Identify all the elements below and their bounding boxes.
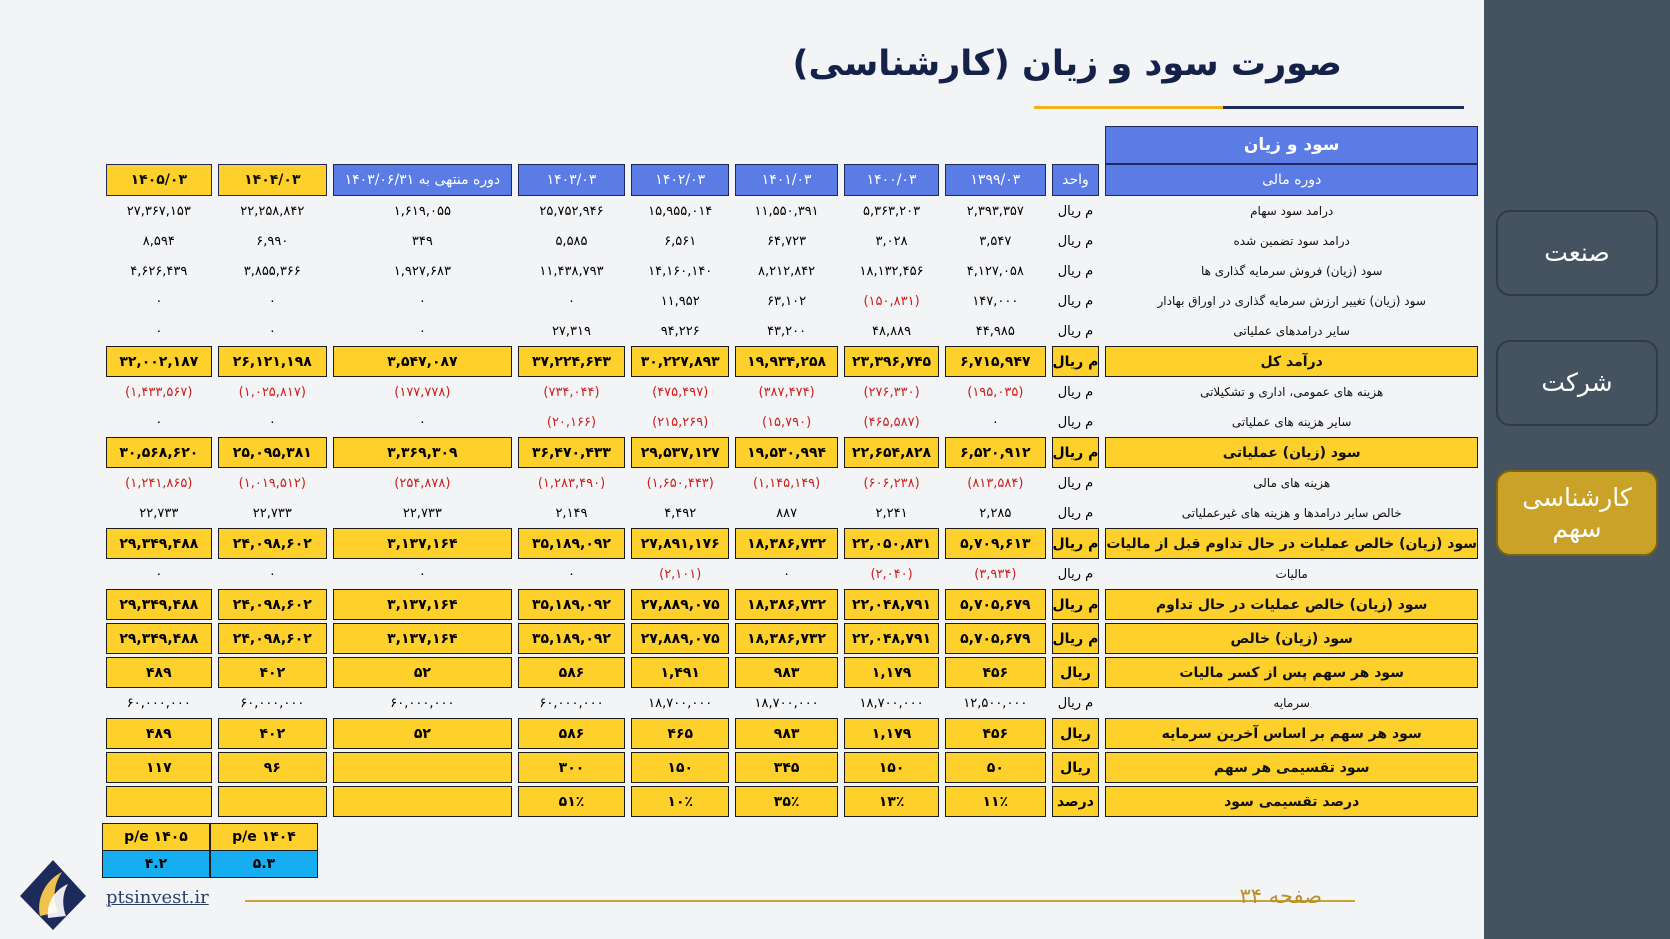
table-cell: ۱۵۰: [844, 752, 939, 783]
table-cell: ۰: [418, 414, 426, 430]
table-cell: ۴۸۹: [106, 718, 212, 749]
row-label: درامد سود تضمین شده: [1233, 234, 1350, 248]
row-label: سود (زیان) عملیاتی: [1105, 437, 1478, 468]
table-cell: ۶۰,۰۰۰,۰۰۰: [240, 695, 305, 711]
row-label: سود هر سهم پس از کسر مالیات: [1105, 657, 1478, 688]
table-cell: ۶,۹۹۰: [256, 233, 289, 249]
row-unit: م ریال: [1057, 323, 1094, 339]
table-cell: ۴,۴۹۲: [664, 505, 697, 521]
table-cell: ۳۰,۵۶۸,۶۲۰: [106, 437, 212, 468]
row-unit: م ریال: [1057, 203, 1094, 219]
row-label: هزینه های مالی: [1253, 476, 1331, 490]
table-row: [106, 718, 1478, 749]
table-cell: ۰: [268, 414, 276, 430]
table-cell: ۱۸,۳۸۶,۷۳۲: [735, 528, 838, 559]
table-cell: ۳,۱۳۷,۱۶۴: [333, 528, 512, 559]
table-cell: ۵۸۶: [518, 718, 625, 749]
table-cell: ۲۲,۰۴۸,۷۹۱: [844, 623, 939, 654]
table-cell: (۴۶۵,۵۸۷): [863, 414, 920, 430]
header-cell: دوره مالی: [1105, 164, 1478, 196]
table-cell: ۳۵٪: [735, 786, 838, 817]
table-cell: ۲۹,۳۴۹,۴۸۸: [106, 589, 212, 620]
table-cell: ۰: [155, 293, 163, 309]
header-cell: ۱۴۰۴/۰۳: [218, 164, 327, 196]
table-cell: ۴,۱۲۷,۰۵۸: [966, 263, 1024, 279]
income-statement-table: [100, 126, 1484, 817]
table-cell: ۰: [155, 323, 163, 339]
table-cell: ۹۴,۲۲۶: [660, 323, 700, 339]
table-cell: ۳,۳۶۹,۳۰۹: [333, 437, 512, 468]
nav-industry-button[interactable]: صنعت: [1496, 210, 1658, 296]
table-cell: ۱,۴۹۱: [631, 657, 729, 688]
table-cell: ۱۱٪: [945, 786, 1045, 817]
table-cell: ۳,۱۳۷,۱۶۴: [333, 623, 512, 654]
table-cell: ۳۰۰: [518, 752, 625, 783]
table-cell: ۱,۹۲۷,۶۸۳: [393, 263, 451, 279]
table-cell: ۱۸,۳۸۶,۷۳۲: [735, 623, 838, 654]
table-cell: ۴۰۲: [218, 718, 327, 749]
table-cell: ۸,۲۱۲,۸۴۲: [758, 263, 816, 279]
table-cell: (۲۵۴,۸۷۸): [394, 475, 451, 491]
table-cell: ۱۹,۵۳۰,۹۹۴: [735, 437, 838, 468]
table-row: [106, 688, 1478, 718]
table-cell: ۲,۳۹۳,۳۵۷: [966, 203, 1024, 219]
table-cell: ۳۴۵: [735, 752, 838, 783]
table-cell: ۱۲,۵۰۰,۰۰۰: [963, 695, 1028, 711]
table-cell: ۲۷,۳۶۷,۱۵۳: [126, 203, 191, 219]
pe-box-1404: [210, 823, 318, 878]
table-cell: (۱,۴۳۳,۵۶۷): [125, 384, 193, 400]
table-row: [106, 528, 1478, 559]
table-cell: ۲۲,۶۵۴,۸۲۸: [844, 437, 939, 468]
table-cell: ۵,۳۶۳,۲۰۳: [862, 203, 921, 219]
table-cell: ۱۴۷,۰۰۰: [972, 293, 1019, 309]
table-cell: ۴۸۹: [106, 657, 212, 688]
row-unit: ریال: [1052, 657, 1100, 688]
table-cell: ۱۱۷: [106, 752, 212, 783]
table-cell: ۶,۵۶۱: [664, 233, 697, 249]
table-cell: ۲۵,۰۹۵,۳۸۱: [218, 437, 327, 468]
table-row: [106, 657, 1478, 688]
header-cell: ۱۴۰۰/۰۳: [844, 164, 939, 196]
table-cell: ۳,۱۳۷,۱۶۴: [333, 589, 512, 620]
row-unit: درصد: [1052, 786, 1100, 817]
table-cell: (۲۷۶,۳۳۰): [863, 384, 920, 400]
table-row: [106, 559, 1478, 589]
table-cell: ۱,۱۷۹: [844, 718, 939, 749]
table-cell: (۸۱۳,۵۸۴): [967, 475, 1024, 491]
table-cell: ۲۹,۳۴۹,۴۸۸: [106, 528, 212, 559]
row-label: سود (زیان) خالص عملیات در حال تداوم قبل از مالیات: [1105, 528, 1478, 559]
table-cell: ۲۷,۸۸۹,۰۷۵: [631, 589, 729, 620]
table-cell: ۳,۸۵۵,۳۶۶: [243, 263, 301, 279]
table-cell: ۰: [268, 323, 276, 339]
table-row: [106, 377, 1478, 407]
table-cell: ۱۳٪: [844, 786, 939, 817]
table-cell: (۲,۰۴۰): [870, 566, 913, 582]
table-cell: ۴۶۵: [631, 718, 729, 749]
row-unit: م ریال: [1052, 589, 1100, 620]
table-cell: ۱۱,۴۳۸,۷۹۳: [539, 263, 604, 279]
table-cell: ۵,۷۰۵,۶۷۹: [945, 623, 1045, 654]
row-label: سود (زیان) خالص عملیات در حال تداوم: [1105, 589, 1478, 620]
table-cell: ۰: [418, 293, 426, 309]
table-row: [106, 468, 1478, 498]
row-label: سرمایه: [1273, 696, 1310, 710]
table-cell: ۰: [567, 293, 575, 309]
nav-stock-valuation-button[interactable]: کارشناسی سهم: [1496, 470, 1658, 556]
table-cell: ۶۴,۷۲۳: [767, 233, 807, 249]
table-cell: ۳,۰۲۸: [875, 233, 908, 249]
table-row: [106, 786, 1478, 817]
table-cell: ۱۵۰: [631, 752, 729, 783]
table-cell: ۱۰٪: [631, 786, 729, 817]
table-row: [106, 256, 1478, 286]
title-underline: [1034, 106, 1464, 109]
table-cell: ۰: [567, 566, 575, 582]
table-cell: [106, 786, 212, 817]
table-cell: ۱۸,۳۸۶,۷۳۲: [735, 589, 838, 620]
table-cell: ۳۶,۴۷۰,۴۳۳: [518, 437, 625, 468]
table-cell: ۲۴,۰۹۸,۶۰۲: [218, 528, 327, 559]
table-cell: ۲۹,۵۳۷,۱۲۷: [631, 437, 729, 468]
table-cell: (۴۷۵,۴۹۷): [652, 384, 709, 400]
table-cell: ۱۹,۹۳۴,۲۵۸: [735, 346, 838, 377]
table-cell: ۳۰,۲۲۷,۸۹۳: [631, 346, 729, 377]
row-label: درصد تقسیمی سود: [1105, 786, 1478, 817]
table-cell: ۵۱٪: [518, 786, 625, 817]
table-cell: ۴۵۶: [945, 718, 1045, 749]
table-cell: (۳۸۷,۴۷۴): [758, 384, 815, 400]
row-unit: م ریال: [1052, 346, 1100, 377]
table-row: [106, 346, 1478, 377]
row-unit: م ریال: [1057, 695, 1094, 711]
header-row: [106, 164, 1478, 196]
table-cell: ۳,۵۴۷,۰۸۷: [333, 346, 512, 377]
table-cell: ۳۲,۰۰۲,۱۸۷: [106, 346, 212, 377]
row-unit: ریال: [1052, 718, 1100, 749]
header-cell: ۱۴۰۲/۰۳: [631, 164, 729, 196]
pe-box-1405: [102, 823, 210, 878]
nav-company-button[interactable]: شرکت: [1496, 340, 1658, 426]
table-row: [106, 316, 1478, 346]
table-cell: ۸۸۷: [776, 505, 798, 521]
row-unit: م ریال: [1057, 566, 1094, 582]
table-cell: ۹۸۳: [735, 718, 838, 749]
row-label: سود (زیان) خالص: [1105, 623, 1478, 654]
table-row: [106, 589, 1478, 620]
row-label: درآمد کل: [1105, 346, 1478, 377]
table-cell: ۱۸,۷۰۰,۰۰۰: [754, 695, 819, 711]
table-cell: ۲۲,۷۳۳: [139, 505, 179, 521]
table-cell: (۱,۶۵۰,۴۴۳): [646, 475, 714, 491]
table-cell: ۲۲,۰۴۸,۷۹۱: [844, 589, 939, 620]
company-logo-icon: [18, 858, 88, 932]
table-cell: (۶۰۶,۲۳۸): [863, 475, 920, 491]
row-label: هزینه های عمومی، اداری و تشکیلاتی: [1200, 385, 1384, 399]
table-cell: ۴۴,۹۸۵: [975, 323, 1015, 339]
row-label: سود (زیان) تغییر ارزش سرمایه گذاری در اوراق بهادار: [1157, 294, 1426, 308]
table-cell: ۲۳,۳۹۶,۷۴۵: [844, 346, 939, 377]
website-link[interactable]: ptsinvest.ir: [106, 887, 209, 908]
row-label: خالص سایر درامدها و هزینه های غیرعملیاتی: [1181, 506, 1402, 520]
table-cell: ۱۸,۷۰۰,۰۰۰: [648, 695, 713, 711]
table-cell: ۶۳,۱۰۲: [767, 293, 807, 309]
row-unit: م ریال: [1052, 437, 1100, 468]
table-cell: ۲۲,۷۳۳: [402, 505, 442, 521]
table-cell: (۱,۰۲۵,۸۱۷): [238, 384, 306, 400]
table-cell: ۸,۵۹۴: [142, 233, 175, 249]
table-cell: (۲۰,۱۶۶): [546, 414, 597, 430]
table-cell: ۵۸۶: [518, 657, 625, 688]
table-cell: ۰: [418, 566, 426, 582]
row-unit: م ریال: [1057, 293, 1094, 309]
table-cell: (۲۱۵,۲۶۹): [652, 414, 709, 430]
table-cell: ۲۴,۰۹۸,۶۰۲: [218, 589, 327, 620]
table-cell: ۶۰,۰۰۰,۰۰۰: [539, 695, 604, 711]
row-label: سود هر سهم بر اساس آخرین سرمایه: [1105, 718, 1478, 749]
table-row: [106, 437, 1478, 468]
table-cell: ۲۵,۷۵۲,۹۴۶: [539, 203, 604, 219]
table-cell: ۳۵,۱۸۹,۰۹۲: [518, 589, 625, 620]
table-cell: ۵,۷۰۹,۶۱۳: [945, 528, 1045, 559]
table-cell: ۰: [155, 414, 163, 430]
table-cell: (۱۹۵,۰۳۵): [967, 384, 1024, 400]
row-unit: م ریال: [1057, 414, 1094, 430]
table-cell: ۰: [783, 566, 791, 582]
footer-divider: [245, 900, 1355, 902]
table-cell: ۱,۱۷۹: [844, 657, 939, 688]
table-cell: ۵,۷۰۵,۶۷۹: [945, 589, 1045, 620]
header-cell: ۱۴۰۵/۰۳: [106, 164, 212, 196]
row-label: سود تقسیمی هر سهم: [1105, 752, 1478, 783]
row-unit: م ریال: [1057, 384, 1094, 400]
table-cell: ۵,۵۸۵: [555, 233, 588, 249]
sidebar: [1484, 0, 1670, 939]
table-cell: ۱۸,۱۳۲,۴۵۶: [859, 263, 924, 279]
table-cell: ۶۰,۰۰۰,۰۰۰: [390, 695, 455, 711]
table-cell: ۱,۶۱۹,۰۵۵: [393, 203, 451, 219]
row-unit: ریال: [1052, 752, 1100, 783]
table-row: [106, 752, 1478, 783]
table-cell: (۳,۹۳۴): [974, 566, 1017, 582]
table-cell: ۲۶,۱۲۱,۱۹۸: [218, 346, 327, 377]
section-title: سود و زیان: [1105, 126, 1478, 164]
table-cell: ۱۴,۱۶۰,۱۴۰: [648, 263, 713, 279]
pe-value: ۴.۲: [103, 851, 209, 877]
table-cell: ۰: [268, 293, 276, 309]
table-cell: ۹۸۳: [735, 657, 838, 688]
table-row: [106, 226, 1478, 256]
row-label: سایر درامدهای عملیاتی: [1233, 324, 1350, 338]
table-cell: ۵۲: [333, 657, 512, 688]
table-cell: ۲۷,۸۸۹,۰۷۵: [631, 623, 729, 654]
table-cell: ۱۱,۹۵۲: [660, 293, 700, 309]
row-label: سایر هزینه های عملیاتی: [1231, 415, 1352, 429]
header-cell: دوره منتهی به ۱۴۰۳/۰۶/۳۱: [333, 164, 512, 196]
table-cell: ۲,۱۴۹: [555, 505, 588, 521]
table-cell: ۲۲,۷۳۳: [252, 505, 292, 521]
table-cell: ۲۴,۰۹۸,۶۰۲: [218, 623, 327, 654]
table-cell: ۳۴۹: [411, 233, 433, 249]
table-cell: ۱۱,۵۵۰,۳۹۱: [754, 203, 819, 219]
row-unit: م ریال: [1057, 263, 1094, 279]
table-cell: [333, 752, 512, 783]
table-cell: ۲۷,۸۹۱,۱۷۶: [631, 528, 729, 559]
table-cell: (۱,۲۴۱,۸۶۵): [125, 475, 193, 491]
table-cell: ۲,۲۸۵: [979, 505, 1012, 521]
page-number: صفحه ۳۴: [1239, 884, 1322, 908]
row-unit: م ریال: [1057, 505, 1094, 521]
table-cell: ۲,۲۴۱: [875, 505, 908, 521]
row-label: درامد سود سهام: [1250, 204, 1334, 218]
table-cell: ۳۵,۱۸۹,۰۹۲: [518, 623, 625, 654]
table-row: [106, 407, 1478, 437]
table-cell: (۱,۱۴۵,۱۴۹): [752, 475, 821, 491]
header-cell: واحد: [1052, 164, 1100, 196]
table-cell: ۳۷,۲۲۴,۶۴۳: [518, 346, 625, 377]
table-cell: ۱۸,۷۰۰,۰۰۰: [859, 695, 924, 711]
table-cell: ۵۲: [333, 718, 512, 749]
row-unit: م ریال: [1052, 528, 1100, 559]
table-cell: ۴,۶۲۶,۴۳۹: [130, 263, 188, 279]
table-row: [106, 286, 1478, 316]
header-cell: ۱۳۹۹/۰۳: [945, 164, 1045, 196]
table-cell: ۲۲,۰۵۰,۸۳۱: [844, 528, 939, 559]
pe-value: ۵.۳: [211, 851, 317, 877]
table-cell: (۱,۰۱۹,۵۱۲): [238, 475, 306, 491]
header-cell: ۱۴۰۱/۰۳: [735, 164, 838, 196]
table-cell: ۱۵,۹۵۵,۰۱۴: [648, 203, 713, 219]
table-row: [106, 623, 1478, 654]
table-cell: (۱۵,۷۹۰): [762, 414, 812, 430]
table-cell: [333, 786, 512, 817]
table-cell: ۶,۵۲۰,۹۱۲: [945, 437, 1045, 468]
row-unit: م ریال: [1052, 623, 1100, 654]
table-cell: (۲,۱۰۱): [659, 566, 702, 582]
table-cell: ۴۰۲: [218, 657, 327, 688]
table-cell: ۶۰,۰۰۰,۰۰۰: [126, 695, 191, 711]
row-label: مالیات: [1275, 567, 1308, 581]
header-cell: ۱۴۰۳/۰۳: [518, 164, 625, 196]
table-cell: ۲۹,۳۴۹,۴۸۸: [106, 623, 212, 654]
row-unit: م ریال: [1057, 475, 1094, 491]
row-label: سود (زیان) فروش سرمایه گذاری ها: [1200, 264, 1383, 278]
table-cell: [218, 786, 327, 817]
pe-label: p/e ۱۴۰۵: [103, 824, 209, 851]
table-cell: ۲۲,۲۵۸,۸۴۲: [240, 203, 305, 219]
table-cell: (۱,۲۸۳,۴۹۰): [537, 475, 606, 491]
table-cell: ۰: [418, 323, 426, 339]
table-cell: ۹۶: [218, 752, 327, 783]
table-cell: ۰: [991, 414, 999, 430]
row-unit: م ریال: [1057, 233, 1094, 249]
table-cell: ۳۵,۱۸۹,۰۹۲: [518, 528, 625, 559]
table-cell: ۰: [268, 566, 276, 582]
table-cell: ۶,۷۱۵,۹۴۷: [945, 346, 1045, 377]
pe-label: p/e ۱۴۰۴: [211, 824, 317, 851]
table-cell: (۱۷۷,۷۷۸): [394, 384, 451, 400]
table-cell: (۷۳۴,۰۴۴): [543, 384, 600, 400]
table-cell: ۳,۵۴۷: [979, 233, 1012, 249]
table-cell: ۵۰: [945, 752, 1045, 783]
table-row: [106, 196, 1478, 226]
table-cell: ۴۵۶: [945, 657, 1045, 688]
table-cell: ۴۳,۲۰۰: [767, 323, 807, 339]
table-cell: ۲۷,۳۱۹: [551, 323, 591, 339]
table-cell: ۰: [155, 566, 163, 582]
table-cell: ۴۸,۸۸۹: [872, 323, 912, 339]
page-title: صورت سود و زیان (کارشناسی): [792, 44, 1342, 84]
table-cell: (۱۵۰,۸۳۱): [863, 293, 920, 309]
table-row: [106, 498, 1478, 528]
